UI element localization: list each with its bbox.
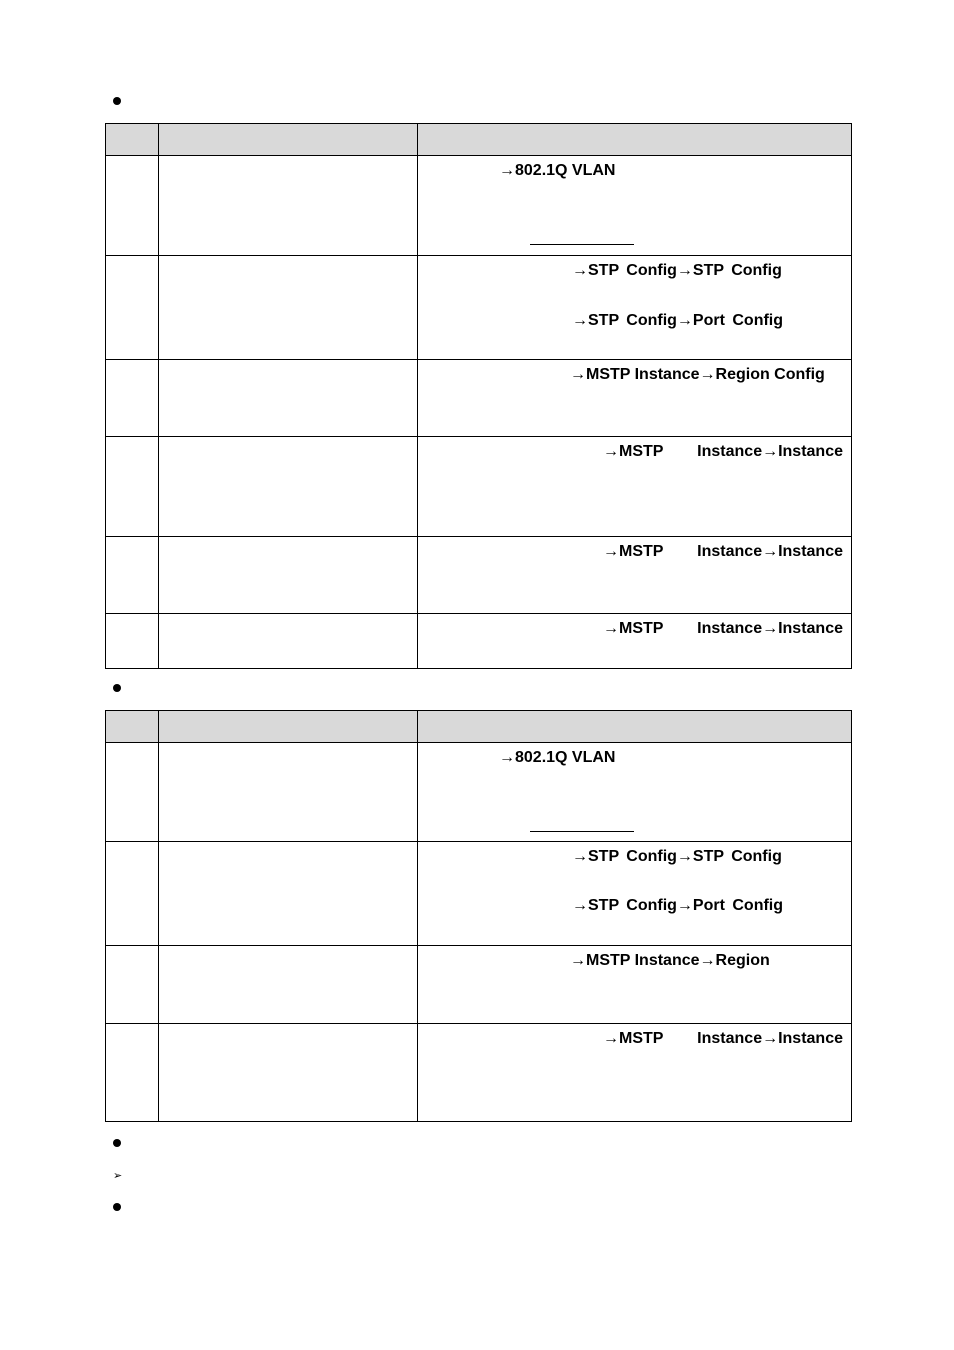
table-row xyxy=(106,156,852,256)
menu-path-text: Instance→Instance xyxy=(697,1030,843,1047)
table-row xyxy=(106,743,852,842)
step-cell xyxy=(106,842,159,946)
description-cell xyxy=(418,842,852,946)
operation-cell xyxy=(159,1024,418,1122)
underline-rule xyxy=(530,244,634,245)
bullet-dot-icon xyxy=(113,1203,121,1211)
description-cell xyxy=(418,614,852,669)
menu-path-text: Instance→Instance xyxy=(697,543,843,560)
menu-path-text: →STP Config→Port Config xyxy=(572,897,784,914)
bullet-dot-icon xyxy=(113,97,121,105)
description-cell xyxy=(418,256,852,360)
step-cell xyxy=(106,437,159,537)
menu-path-text: →STP Config→Port Config xyxy=(572,312,784,329)
header-cell-operation xyxy=(159,711,418,743)
step-cell xyxy=(106,743,159,842)
operation-cell xyxy=(159,360,418,437)
description-cell xyxy=(418,156,852,256)
menu-path-text: →MSTP xyxy=(603,620,664,637)
arrowhead-bullet-icon: ➢ xyxy=(113,1169,123,1182)
table-row xyxy=(106,256,852,360)
step-cell xyxy=(106,537,159,614)
description-cell xyxy=(418,437,852,537)
description-cell xyxy=(418,946,852,1024)
description-cell xyxy=(418,360,852,437)
description-cell xyxy=(418,537,852,614)
step-cell xyxy=(106,946,159,1024)
operation-cell xyxy=(159,256,418,360)
table-header-row xyxy=(106,124,852,156)
table-row xyxy=(106,437,852,537)
table-row xyxy=(106,946,852,1024)
header-cell-operation xyxy=(159,124,418,156)
table-row xyxy=(106,360,852,437)
menu-path-text: Instance→Instance xyxy=(697,443,843,460)
menu-path-text: →802.1Q VLAN xyxy=(499,749,616,766)
menu-path-text: Instance→Instance xyxy=(697,620,843,637)
operation-cell xyxy=(159,842,418,946)
operation-cell xyxy=(159,946,418,1024)
header-cell-description xyxy=(418,711,852,743)
table-header-row xyxy=(106,711,852,743)
header-cell-description xyxy=(418,124,852,156)
operation-cell xyxy=(159,156,418,256)
operation-cell xyxy=(159,537,418,614)
menu-path-text: →STP Config→STP Config xyxy=(572,848,782,865)
step-cell xyxy=(106,156,159,256)
menu-path-text: →MSTP xyxy=(603,443,664,460)
operation-cell xyxy=(159,743,418,842)
bullet-dot-icon xyxy=(113,1139,121,1147)
step-cell xyxy=(106,256,159,360)
steps-table-2 xyxy=(105,710,852,1122)
menu-path-text: →MSTP Instance→Region Config xyxy=(570,366,825,383)
menu-path-text: →MSTP Instance→Region xyxy=(570,952,770,969)
underline-rule xyxy=(530,831,634,832)
description-cell xyxy=(418,743,852,842)
menu-path-text: →MSTP xyxy=(603,1030,664,1047)
menu-path-text: →802.1Q VLAN xyxy=(499,162,616,179)
step-cell xyxy=(106,1024,159,1122)
steps-table-1 xyxy=(105,123,852,669)
table-row xyxy=(106,537,852,614)
menu-path-text: →STP Config→STP Config xyxy=(572,262,782,279)
operation-cell xyxy=(159,614,418,669)
description-cell xyxy=(418,1024,852,1122)
bullet-dot-icon xyxy=(113,684,121,692)
table-row xyxy=(106,1024,852,1122)
header-cell-step xyxy=(106,124,159,156)
header-cell-step xyxy=(106,711,159,743)
table-row xyxy=(106,614,852,669)
menu-path-text: →MSTP xyxy=(603,543,664,560)
operation-cell xyxy=(159,437,418,537)
step-cell xyxy=(106,360,159,437)
table-row xyxy=(106,842,852,946)
step-cell xyxy=(106,614,159,669)
